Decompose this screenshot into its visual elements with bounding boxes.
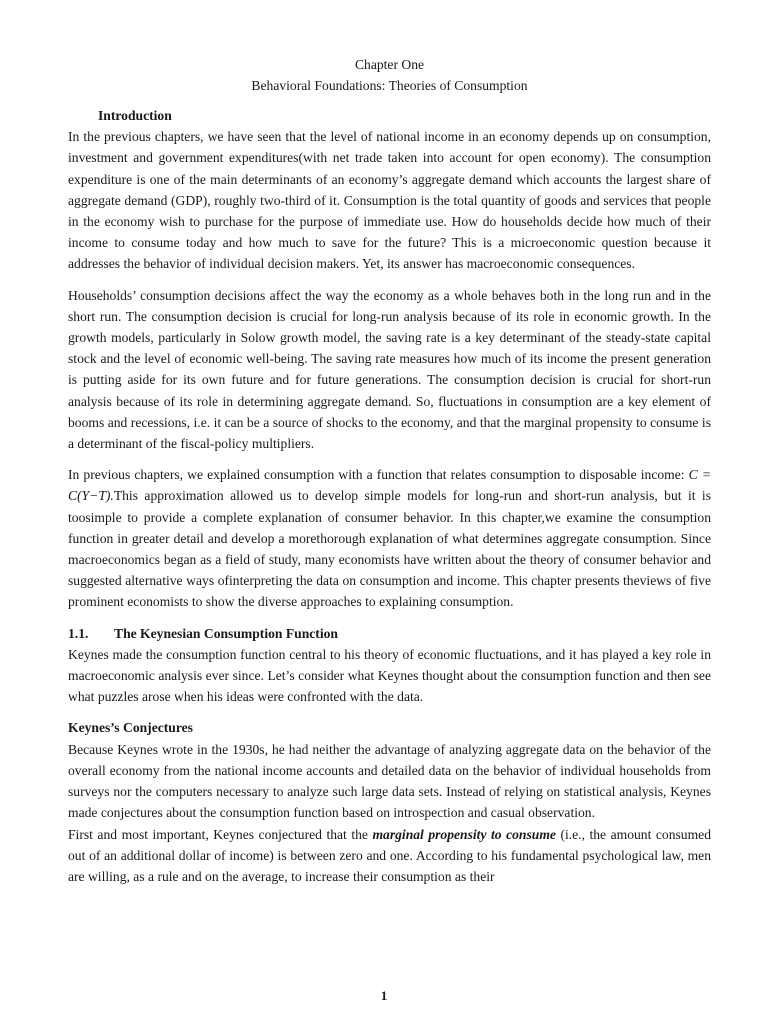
- consumption-formula: C = C(Y−T).: [68, 467, 711, 504]
- section-1-1-paragraph: Keynes made the consumption function central to his theory of economic fluctuations, and it has played a key role in macroeconomic analysis ever since. Let’s consider what Keynes thought about the consumption function and then see what puzzles arose when his ideas were confronted with the data.: [68, 646, 711, 705]
- conjectures-p2-text-after: (i.e., the amount consumed out of an additional dollar of income) is between zero and one. According to his fundamental psychological law, men are willing, as a rule and on the average, to increase their consumption as their: [68, 826, 711, 884]
- intro-p3-text-after: This approximation allowed us to develop simple models for long-run and short-run analysis, but it is toosimple to provide a complete explanation of consumer behavior. In this chapter,we examine the consumption function in greater detail and develop a morethorough explanation of what determines aggregate consumption. Since macroeconomics began as a field of study, many economists have written about the theory of consumer behavior and suggested alternative ways ofinterpreting the data on consumption and income. This chapter presents theviews of five prominent economists to show the diverse approaches to explaining consumption.: [68, 488, 711, 610]
- chapter-title-block: [68, 54, 711, 96]
- conjectures-heading: Keynes’s Conjectures: [68, 720, 193, 736]
- conjectures-p2-text-before: First and most important, Keynes conjectured that the: [68, 826, 373, 842]
- intro-p3-text-before: In previous chapters, we explained consumption with a function that relates consumption to disposable income:: [68, 467, 689, 483]
- intro-paragraph-1: In the previous chapters, we have seen that the level of national income in an economy depends up on consumption, investment and government expenditures(with net trade taken into account for open economy). The consumption expenditure is one of the main determinants of an economy’s aggregate demand which accounts the largest share of aggregate demand (GDP), roughly two-third of it. Consumption is the total quantity of goods and services that people in the economy wish to purchase for the purpose of immediate use. How do households decide how much of their income to consume today and how much to save for the future? This is a microeconomic question because it addresses the behavior of individual decision makers. Yet, its answer has macroeconomic consequences.: [68, 129, 711, 272]
- introduction-heading: Introduction: [98, 108, 172, 123]
- section-1-1-title: The Keynesian Consumption Function: [114, 625, 338, 641]
- chapter-number: Chapter One: [354, 57, 425, 72]
- marginal-propensity-term: marginal propensity to consume: [372, 826, 556, 842]
- conjectures-paragraph-1: Because Keynes wrote in the 1930s, he had neither the advantage of analyzing aggregate data on the behavior of the overall economy from the national income accounts and detailed data on the behavior of individual households from surveys nor the computers necessary to analyze such large data sets. Instead of relying on statistical analysis, Keynes made conjectures about the consumption function based on introspection and casual observation.: [68, 741, 711, 821]
- document-body: [68, 105, 711, 887]
- section-1-1-number: 1.1.: [68, 625, 89, 641]
- intro-paragraph-2: Households’ consumption decisions affect the way the economy as a whole behaves both in the long run and in the short run. The consumption decision is crucial for long-run analysis because of its role in economic growth. In the growth models, particularly in Solow growth model, the saving rate is a key determinant of the steady-state capital stock and the level of economic well-being. The saving rate measures how much of its income the present generation is putting aside for its own future and for future generations. The consumption decision is crucial for short-run analysis because of its role in determining aggregate demand. So, fluctuations in consumption are a key element of booms and recessions, i.e. it can be a source of shocks to the economy, and that the marginal propensity to consume is a determinant of the fiscal-policy multipliers.: [68, 287, 711, 452]
- intro-paragraph-3: [68, 464, 711, 612]
- page-number: 1: [380, 988, 388, 1003]
- conjectures-paragraph-2: [68, 824, 711, 888]
- chapter-title: Behavioral Foundations: Theories of Consumption: [251, 78, 528, 93]
- section-1-1-heading: [68, 623, 711, 644]
